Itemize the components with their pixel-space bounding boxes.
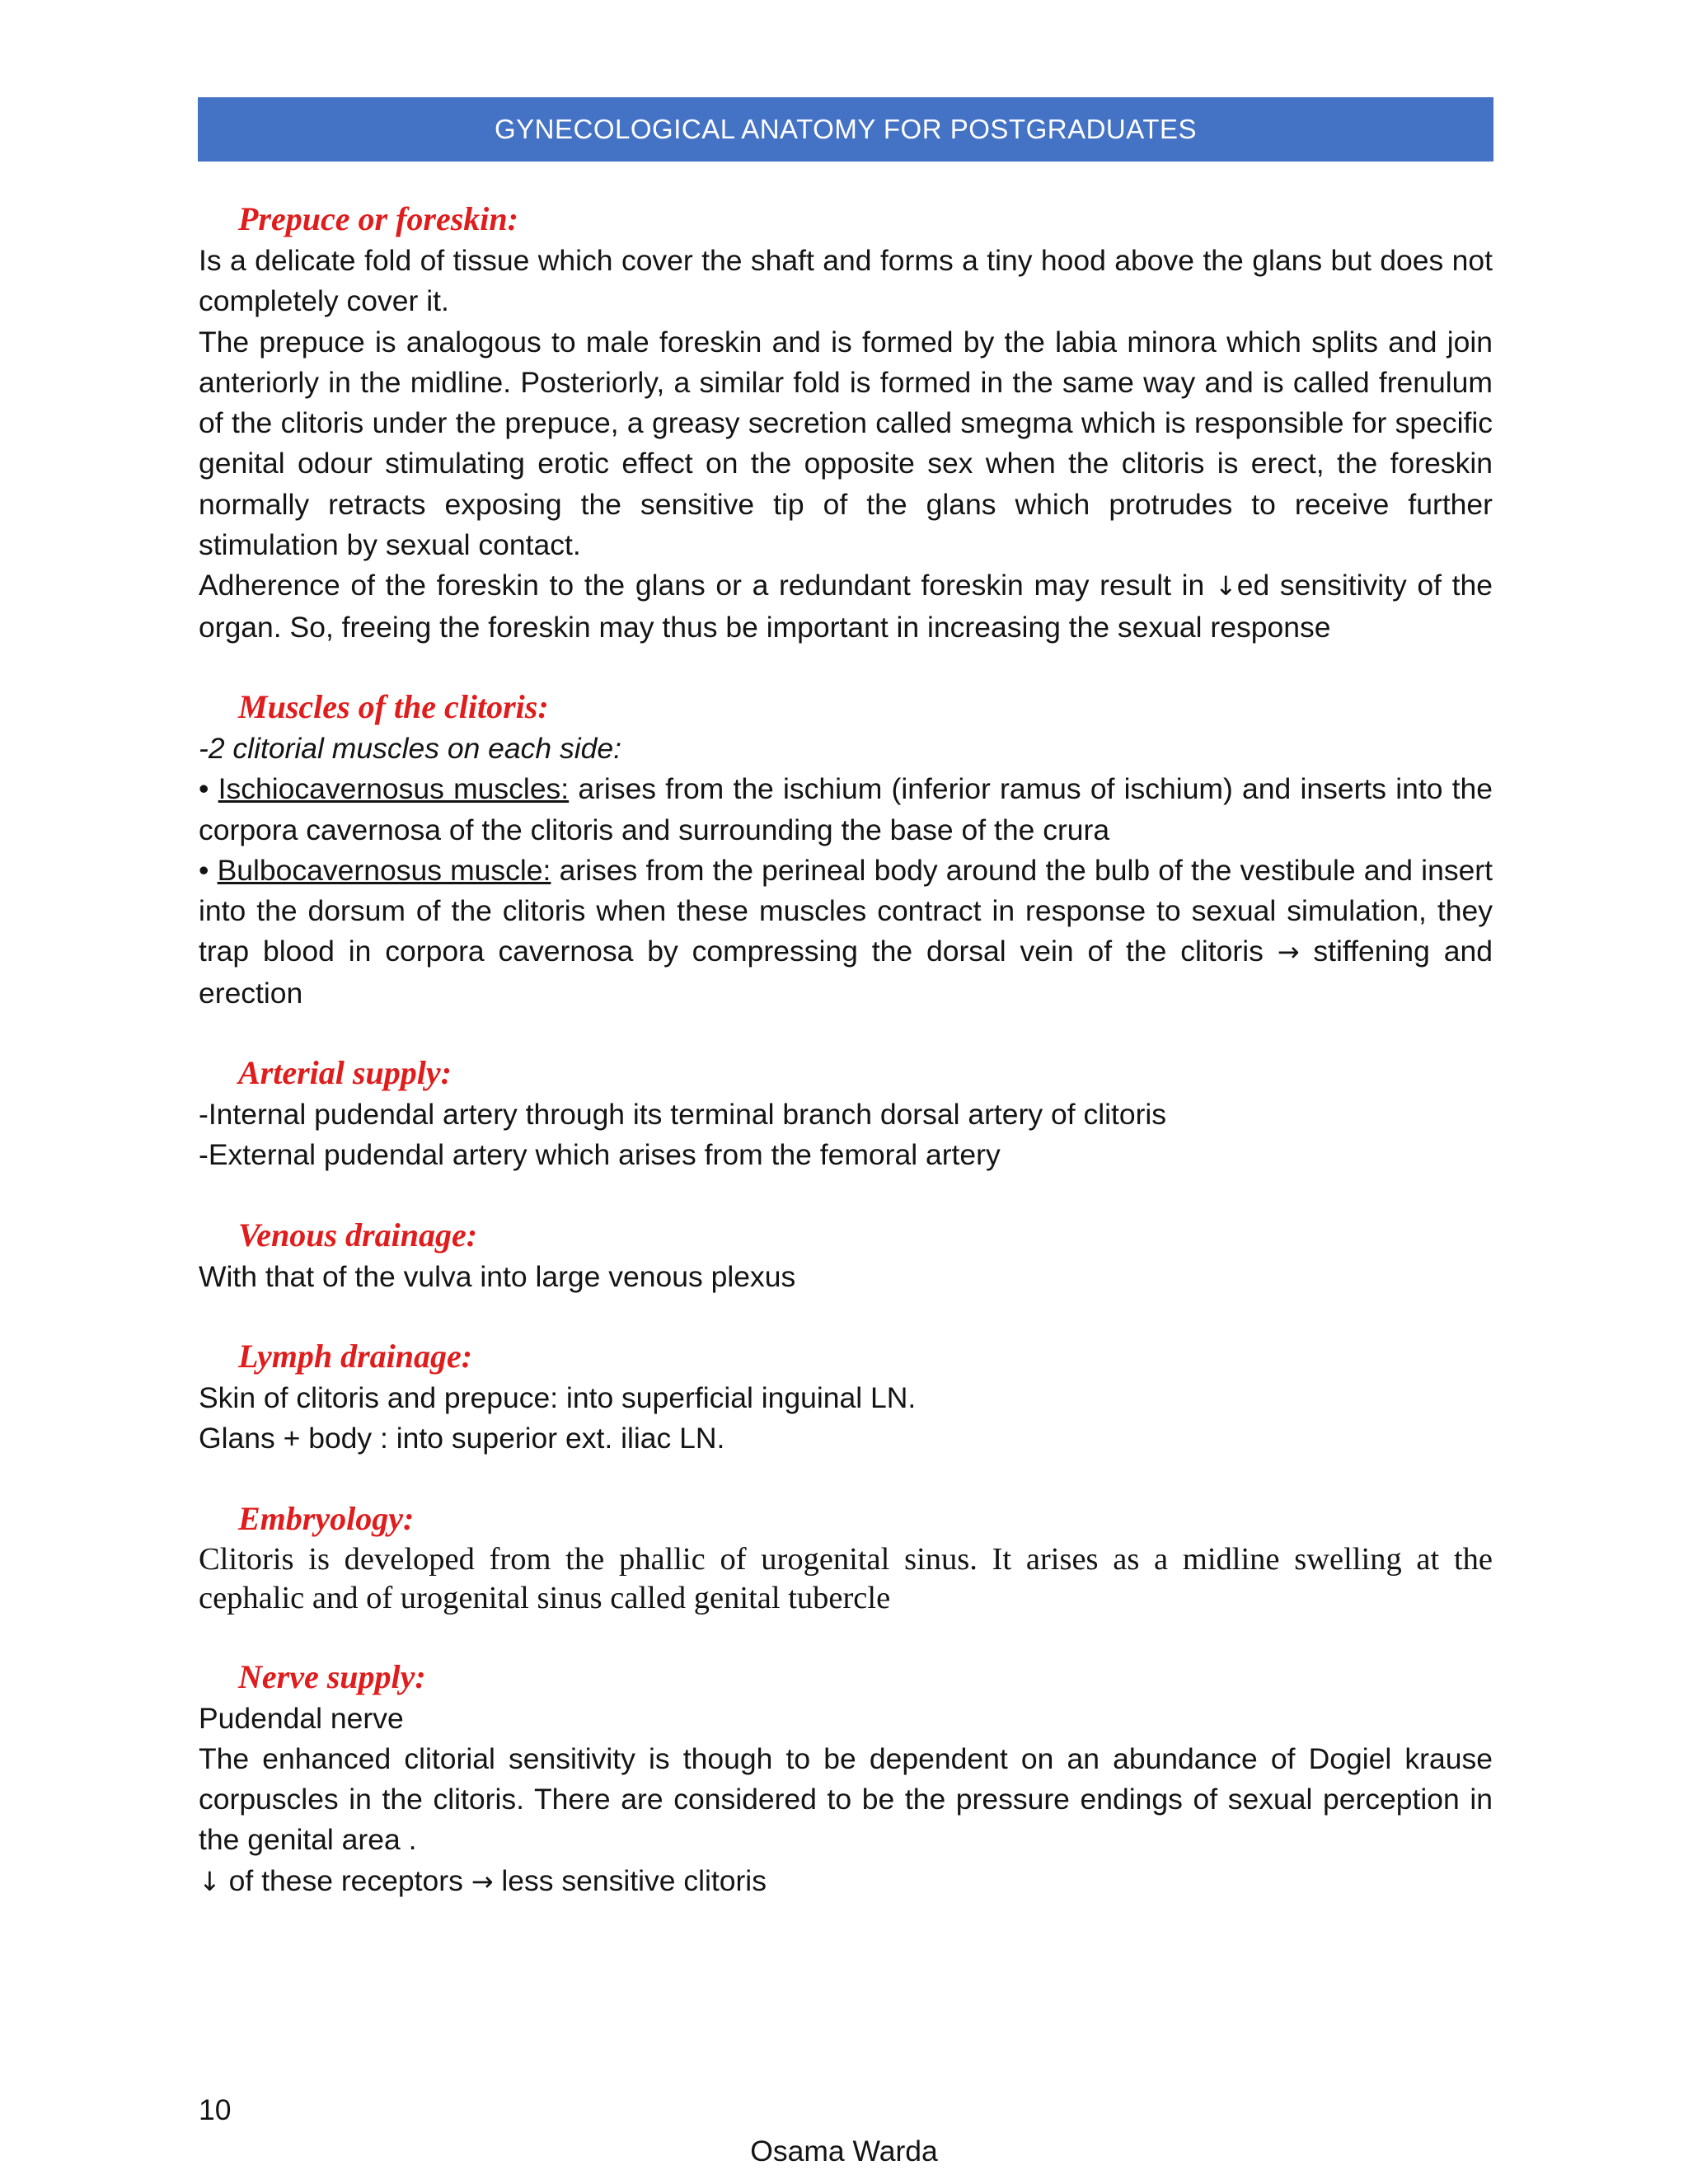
heading-embryology: Embryology:	[238, 1499, 415, 1537]
down-arrow-symbol: ↓	[1214, 570, 1237, 602]
right-arrow-symbol: →	[1277, 936, 1300, 968]
ischiocavernosus-description: arises from the ischium (inferior ramus of ischium) and inserts into the corpora cavernosa of the clitoris and surrounding the base of the crura	[199, 772, 1493, 846]
bulbocavernosus-end: stiffening and erection	[199, 935, 1493, 1010]
right-arrow-symbol: →	[471, 1865, 494, 1897]
arterial-line-2: -External pudendal artery which arises from the femoral artery	[199, 1138, 1001, 1172]
nerve-last-mid: of these receptors	[220, 1863, 471, 1897]
heading-arterial-supply: Arterial supply:	[238, 1054, 452, 1092]
arterial-line-1: -Internal pudendal artery through its terminal branch dorsal artery of clitoris	[199, 1098, 1167, 1132]
term-bulbocavernosus: Bulbocavernosus muscle:	[217, 853, 551, 887]
prepuce-paragraph-1: Is a delicate fold of tissue which cover the shaft and forms a tiny hood above the glans but does not completely cover it.	[199, 244, 1493, 318]
running-header: GYNECOLOGICAL ANATOMY FOR POSTGRADUATES	[198, 97, 1493, 162]
lymph-line-1: Skin of clitoris and prepuce: into superficial inguinal LN.	[199, 1380, 917, 1414]
muscle-item-ischiocavernosus	[199, 769, 1493, 851]
muscle-item-bulbocavernosus	[199, 851, 1493, 1014]
heading-venous-drainage: Venous drainage:	[238, 1216, 478, 1254]
heading-lymph-drainage: Lymph drainage:	[238, 1337, 473, 1375]
page-number: 10	[199, 2093, 232, 2126]
bulbocavernosus-description: arises from the perineal body around the bulb of the vestibule and insert into the dorsum of the clitoris when these muscles contract in response to sexual simulation, they trap blood in corpora cavernosa by compressing the dorsal vein of the clitoris	[199, 853, 1493, 968]
down-arrow-symbol: ↓	[199, 1865, 221, 1897]
nerve-last-line	[199, 1861, 1493, 1902]
term-ischiocavernosus: Ischiocavernosus muscles:	[218, 772, 570, 806]
muscles-intro: -2 clitorial muscles on each side:	[199, 731, 621, 765]
venous-line-1: With that of the vulva into large venous plexus	[199, 1259, 796, 1293]
heading-prepuce: Prepuce or foreskin:	[238, 200, 518, 237]
prepuce-p3-text-a: Adherence of the foreskin to the glans or a redundant foreskin may result in	[199, 569, 1215, 602]
footer-author: Osama Warda	[750, 2135, 938, 2168]
lymph-line-2: Glans + body : into superior ext. iliac LN.	[199, 1422, 725, 1455]
bullet-icon: •	[199, 772, 209, 806]
heading-nerve-supply: Nerve supply:	[238, 1657, 426, 1695]
heading-muscles: Muscles of the clitoris:	[238, 687, 549, 725]
nerve-paragraph-2: The enhanced clitorial sensitivity is though to be dependent on an abundance of Dogiel krause corpuscles in the clitoris. There are considered to be the pressure endings of sexual perception in the genital area .	[199, 1741, 1493, 1857]
prepuce-p3-text-b: ed sensitivity of the organ. So, freeing the foreskin may thus be important in increasing the sexual response	[199, 569, 1493, 644]
nerve-last-end: less sensitive clitoris	[493, 1863, 767, 1897]
nerve-line-1: Pudendal nerve	[199, 1701, 404, 1735]
embryology-text: Clitoris is developed from the phallic of urogenital sinus. It arises as a midline swelling at the cephalic and of urogenital sinus called genital tubercle	[199, 1541, 1493, 1615]
bullet-icon: •	[199, 853, 209, 887]
prepuce-paragraph-3	[199, 565, 1493, 648]
prepuce-paragraph-2: The prepuce is analogous to male foreskin and is formed by the labia minora which splits and join anteriorly in the midline. Posteriorly, a similar fold is formed in the same way and is called frenulum of the clitoris under the prepuce, a greasy secretion called smegma which is responsible for specific genital odour stimulating erotic effect on the opposite sex when the clitoris is erect, the foreskin normally retracts exposing the sensitive tip of the glans which protrudes to receive further stimulation by sexual contact.	[199, 325, 1493, 562]
page-content	[199, 198, 1493, 1902]
